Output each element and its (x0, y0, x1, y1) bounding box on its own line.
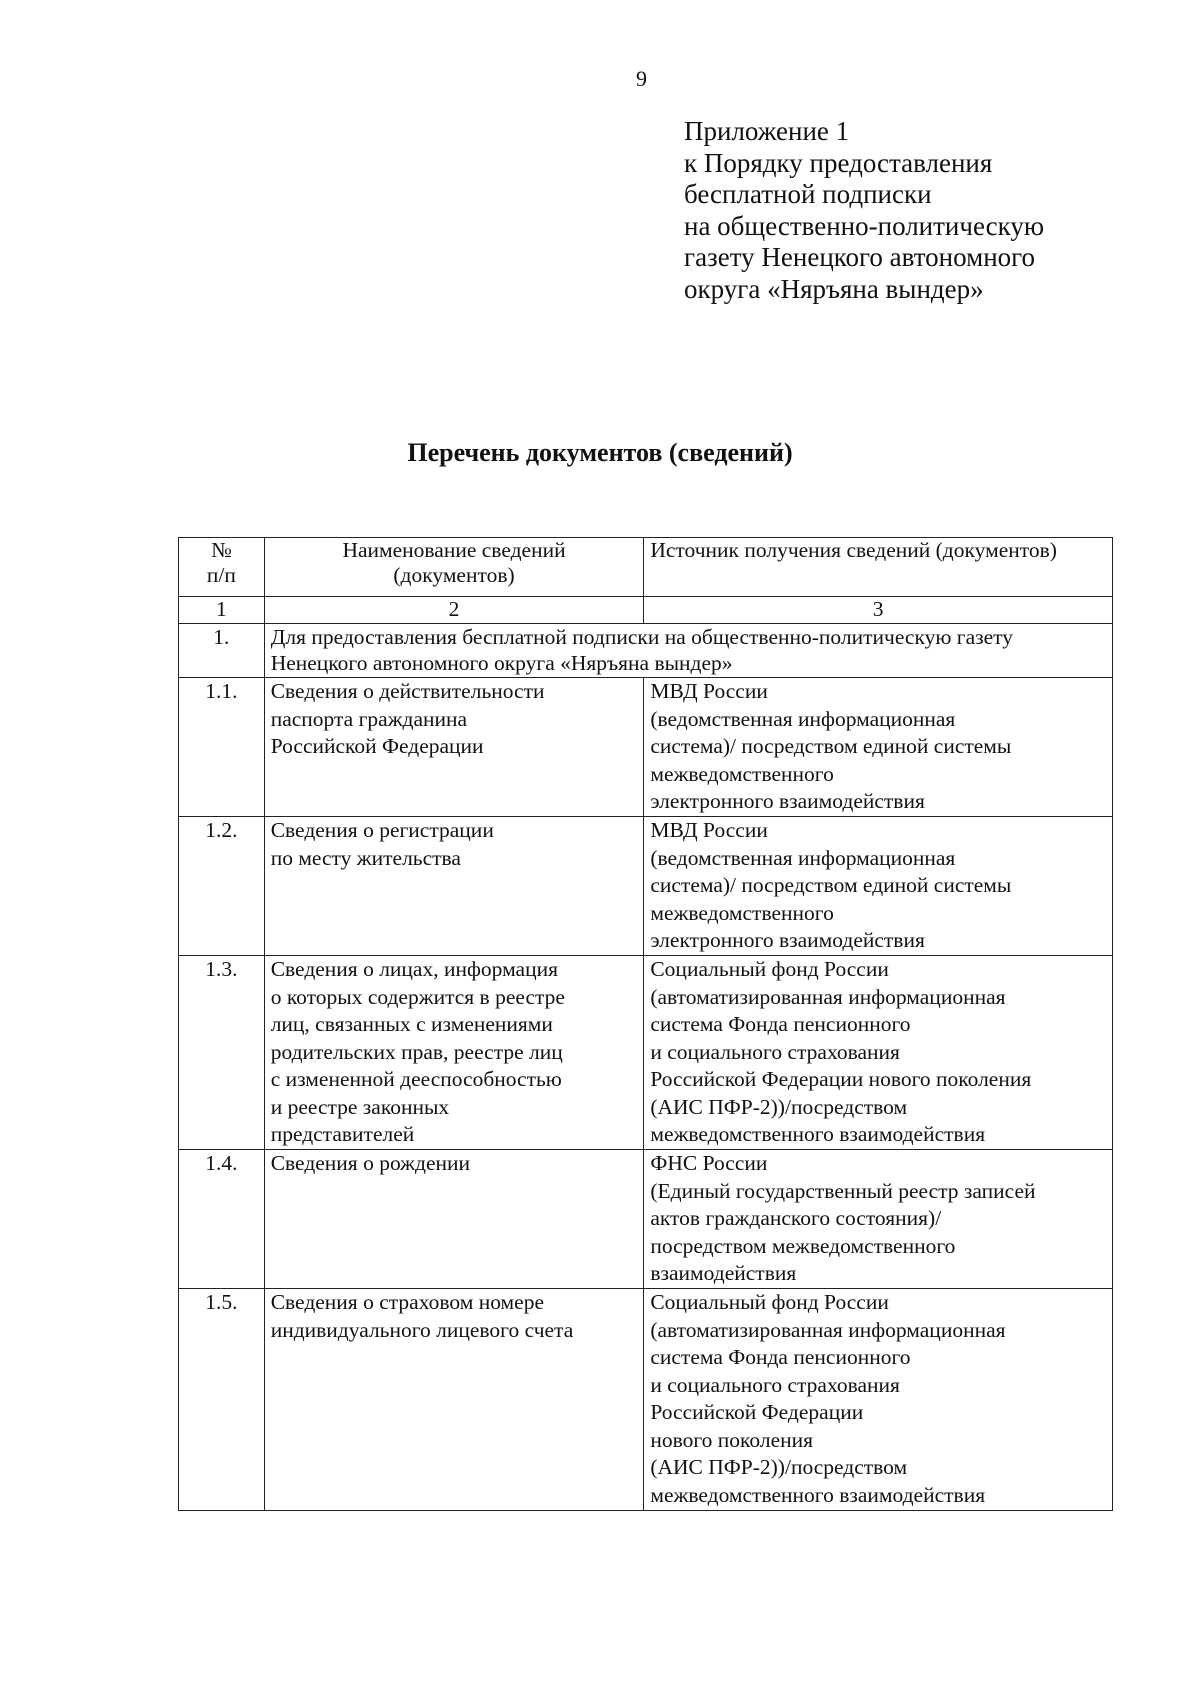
table-row (179, 1150, 1113, 1289)
row-name-line: Сведения о страховом номере (270, 1290, 544, 1314)
row-name-line: по месту жительства (270, 845, 461, 870)
row-source-line: и социального страхования (650, 1039, 900, 1064)
appendix-line: бесплатной подписки (684, 179, 932, 209)
row-source-line: Российской Федерации нового поколения (650, 1067, 1032, 1091)
row-num: 1.2. (179, 817, 265, 956)
row-source-line: система)/ посредством единой системы (650, 873, 1012, 897)
page-number: 9 (636, 66, 647, 91)
row-name-line: Сведения о действительности (270, 679, 545, 703)
row-name-line: паспорта гражданина (270, 706, 468, 731)
section-title-line: Для предоставления бесплатной подписки на общественно-политическую газету (270, 625, 1014, 649)
row-source-line: межведомственного взаимодействия (650, 1122, 986, 1146)
row-name-line: Сведения о регистрации (270, 818, 494, 842)
row-name-line: Российской Федерации (270, 734, 484, 758)
appendix-line: на общественно-политическую (684, 210, 1045, 241)
row-source-line: система Фонда пенсионного (650, 1012, 911, 1036)
row-name (264, 817, 644, 956)
table-row (179, 1289, 1113, 1511)
column-number-row (179, 597, 1113, 624)
section-row (179, 624, 1113, 678)
appendix-line: округа «Няръяна вындер» (684, 273, 984, 304)
row-source-line: ФНС России (650, 1151, 768, 1175)
row-source-line: Российской Федерации (650, 1400, 864, 1424)
row-name-line: с измененной дееспособностью (270, 1067, 562, 1091)
row-num: 1.4. (179, 1150, 265, 1289)
row-name-line: лиц, связанных с изменениями (270, 1012, 553, 1036)
row-source-line: актов гражданского состояния)/ (650, 1206, 942, 1230)
row-source (644, 1289, 1113, 1511)
row-source-line: электронного взаимодействия (650, 789, 925, 813)
header-name-line: (документов) (393, 563, 515, 587)
row-source-line: и социального страхования (650, 1372, 900, 1397)
row-source-line: Социальный фонд России (650, 957, 889, 981)
header-num (179, 538, 265, 597)
row-source-line: взаимодействия (650, 1261, 797, 1285)
row-name-line: индивидуального лицевого счета (270, 1317, 574, 1342)
row-name-line: о которых содержится в реестре (270, 984, 565, 1009)
row-source-line: (автоматизированная информационная (650, 984, 1006, 1009)
row-source-line: (АИС ПФР-2))/посредством (650, 1455, 908, 1479)
row-name-line: и реестре законных (270, 1094, 450, 1119)
documents-table (178, 537, 1113, 1511)
row-name-line: Сведения о лицах, информация (270, 957, 558, 981)
row-num: 1.5. (179, 1289, 265, 1511)
row-name-line: представителей (270, 1122, 415, 1146)
row-source-line: межведомственного взаимодействия (650, 1482, 986, 1507)
row-num: 1.1. (179, 678, 265, 817)
row-source (644, 1150, 1113, 1289)
appendix-line: к Порядку предоставления (684, 147, 993, 178)
row-source-line: (Единый государственный реестр записей (650, 1178, 1036, 1203)
row-name (264, 956, 644, 1150)
row-source (644, 817, 1113, 956)
section-num: 1. (179, 624, 265, 678)
table-row (179, 956, 1113, 1150)
row-source-line: МВД России (650, 679, 768, 703)
row-name (264, 1289, 644, 1511)
header-num-line: п/п (206, 563, 236, 587)
row-source-line: (ведомственная информационная (650, 845, 956, 870)
header-name (264, 538, 644, 597)
section-title-line: Ненецкого автономного округа «Няръяна вындер» (270, 651, 733, 675)
row-source-line: нового поколения (650, 1427, 814, 1452)
row-source (644, 956, 1113, 1150)
column-number: 3 (644, 597, 1113, 624)
row-source-line: (АИС ПФР-2))/посредством (650, 1094, 908, 1119)
row-name-line: родительских прав, реестре лиц (270, 1039, 563, 1064)
table-header-row (179, 538, 1113, 597)
row-source (644, 678, 1113, 817)
row-source-line: Социальный фонд России (650, 1290, 889, 1314)
header-source: Источник получения сведений (документов) (644, 538, 1113, 597)
row-name-line: Сведения о рождении (270, 1151, 471, 1175)
section-title (264, 624, 1112, 678)
appendix-line: газету Ненецкого автономного (684, 242, 1036, 272)
row-source-line: МВД России (650, 818, 768, 842)
table-row (179, 817, 1113, 956)
row-source-line: система)/ посредством единой системы (650, 734, 1012, 758)
column-number: 2 (264, 597, 644, 624)
header-num-line: № (211, 538, 232, 562)
row-source-line: межведомственного (650, 900, 834, 925)
appendix-line: Приложение 1 (684, 116, 850, 146)
table-row (179, 678, 1113, 817)
row-source-line: электронного взаимодействия (650, 928, 925, 952)
appendix-header (684, 116, 1144, 305)
row-source-line: (ведомственная информационная (650, 706, 956, 731)
column-number: 1 (179, 597, 265, 624)
row-name (264, 678, 644, 817)
header-name-line: Наименование сведений (342, 538, 566, 562)
row-source-line: система Фонда пенсионного (650, 1345, 911, 1369)
row-name (264, 1150, 644, 1289)
row-source-line: (автоматизированная информационная (650, 1317, 1006, 1342)
row-source-line: межведомственного (650, 761, 834, 786)
row-source-line: посредством межведомственного (650, 1233, 956, 1258)
document-title: Перечень документов (сведений) (407, 438, 793, 467)
row-num: 1.3. (179, 956, 265, 1150)
